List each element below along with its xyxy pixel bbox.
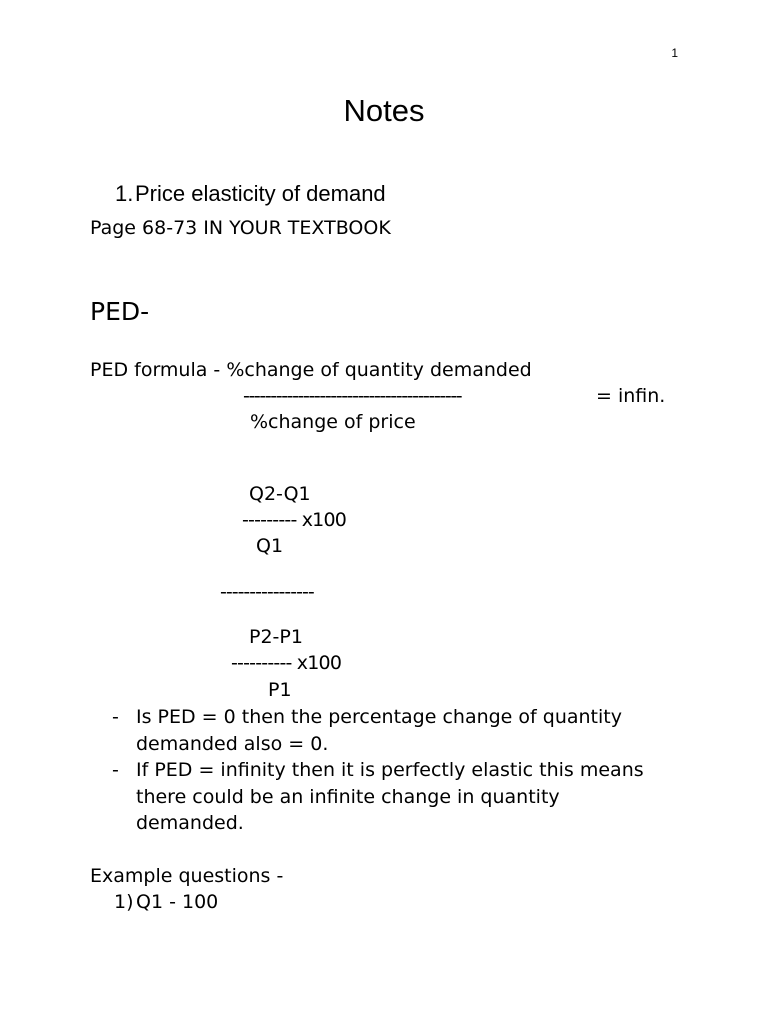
bullet-marker: - [112, 706, 119, 728]
formula-result: = infin. [596, 385, 666, 407]
quantity-bar: --------- x100 [242, 509, 347, 531]
formula-divider: ---------------------------------------- [243, 385, 462, 407]
section-heading: Price elasticity of demand [135, 181, 386, 206]
quantity-numerator: Q2-Q1 [249, 483, 311, 505]
price-numerator: P2-P1 [249, 626, 303, 648]
formula-denominator: %change of price [250, 411, 416, 433]
bullet-marker: - [112, 759, 119, 781]
price-denominator: P1 [268, 679, 292, 701]
price-bar: ---------- x100 [231, 652, 342, 674]
quantity-denominator: Q1 [256, 535, 284, 557]
examples-heading: Example questions - [90, 865, 284, 887]
bullet-line: If PED = infinity then it is perfectly elastic this means [136, 759, 644, 781]
example-number: 1) [114, 891, 134, 913]
page-title: Notes [343, 93, 425, 128]
bullet-line: demanded also = 0. [136, 732, 329, 755]
bullet-line: demanded. [136, 812, 244, 834]
section-number: 1. [115, 181, 134, 206]
textbook-reference: Page 68-73 IN YOUR TEXTBOOK [90, 217, 391, 239]
bullet-line: Is PED = 0 then the percentage change of quantity [136, 706, 622, 728]
ped-heading: PED- [90, 297, 150, 326]
page-number: 1 [671, 46, 678, 60]
bullet-line: there could be an infinite change in quantity [136, 785, 560, 808]
ped-formula-label: PED formula - %change of quantity demanded [90, 359, 532, 381]
main-fraction-divider: ---------------- [220, 581, 314, 603]
example-text: Q1 - 100 [136, 891, 219, 913]
